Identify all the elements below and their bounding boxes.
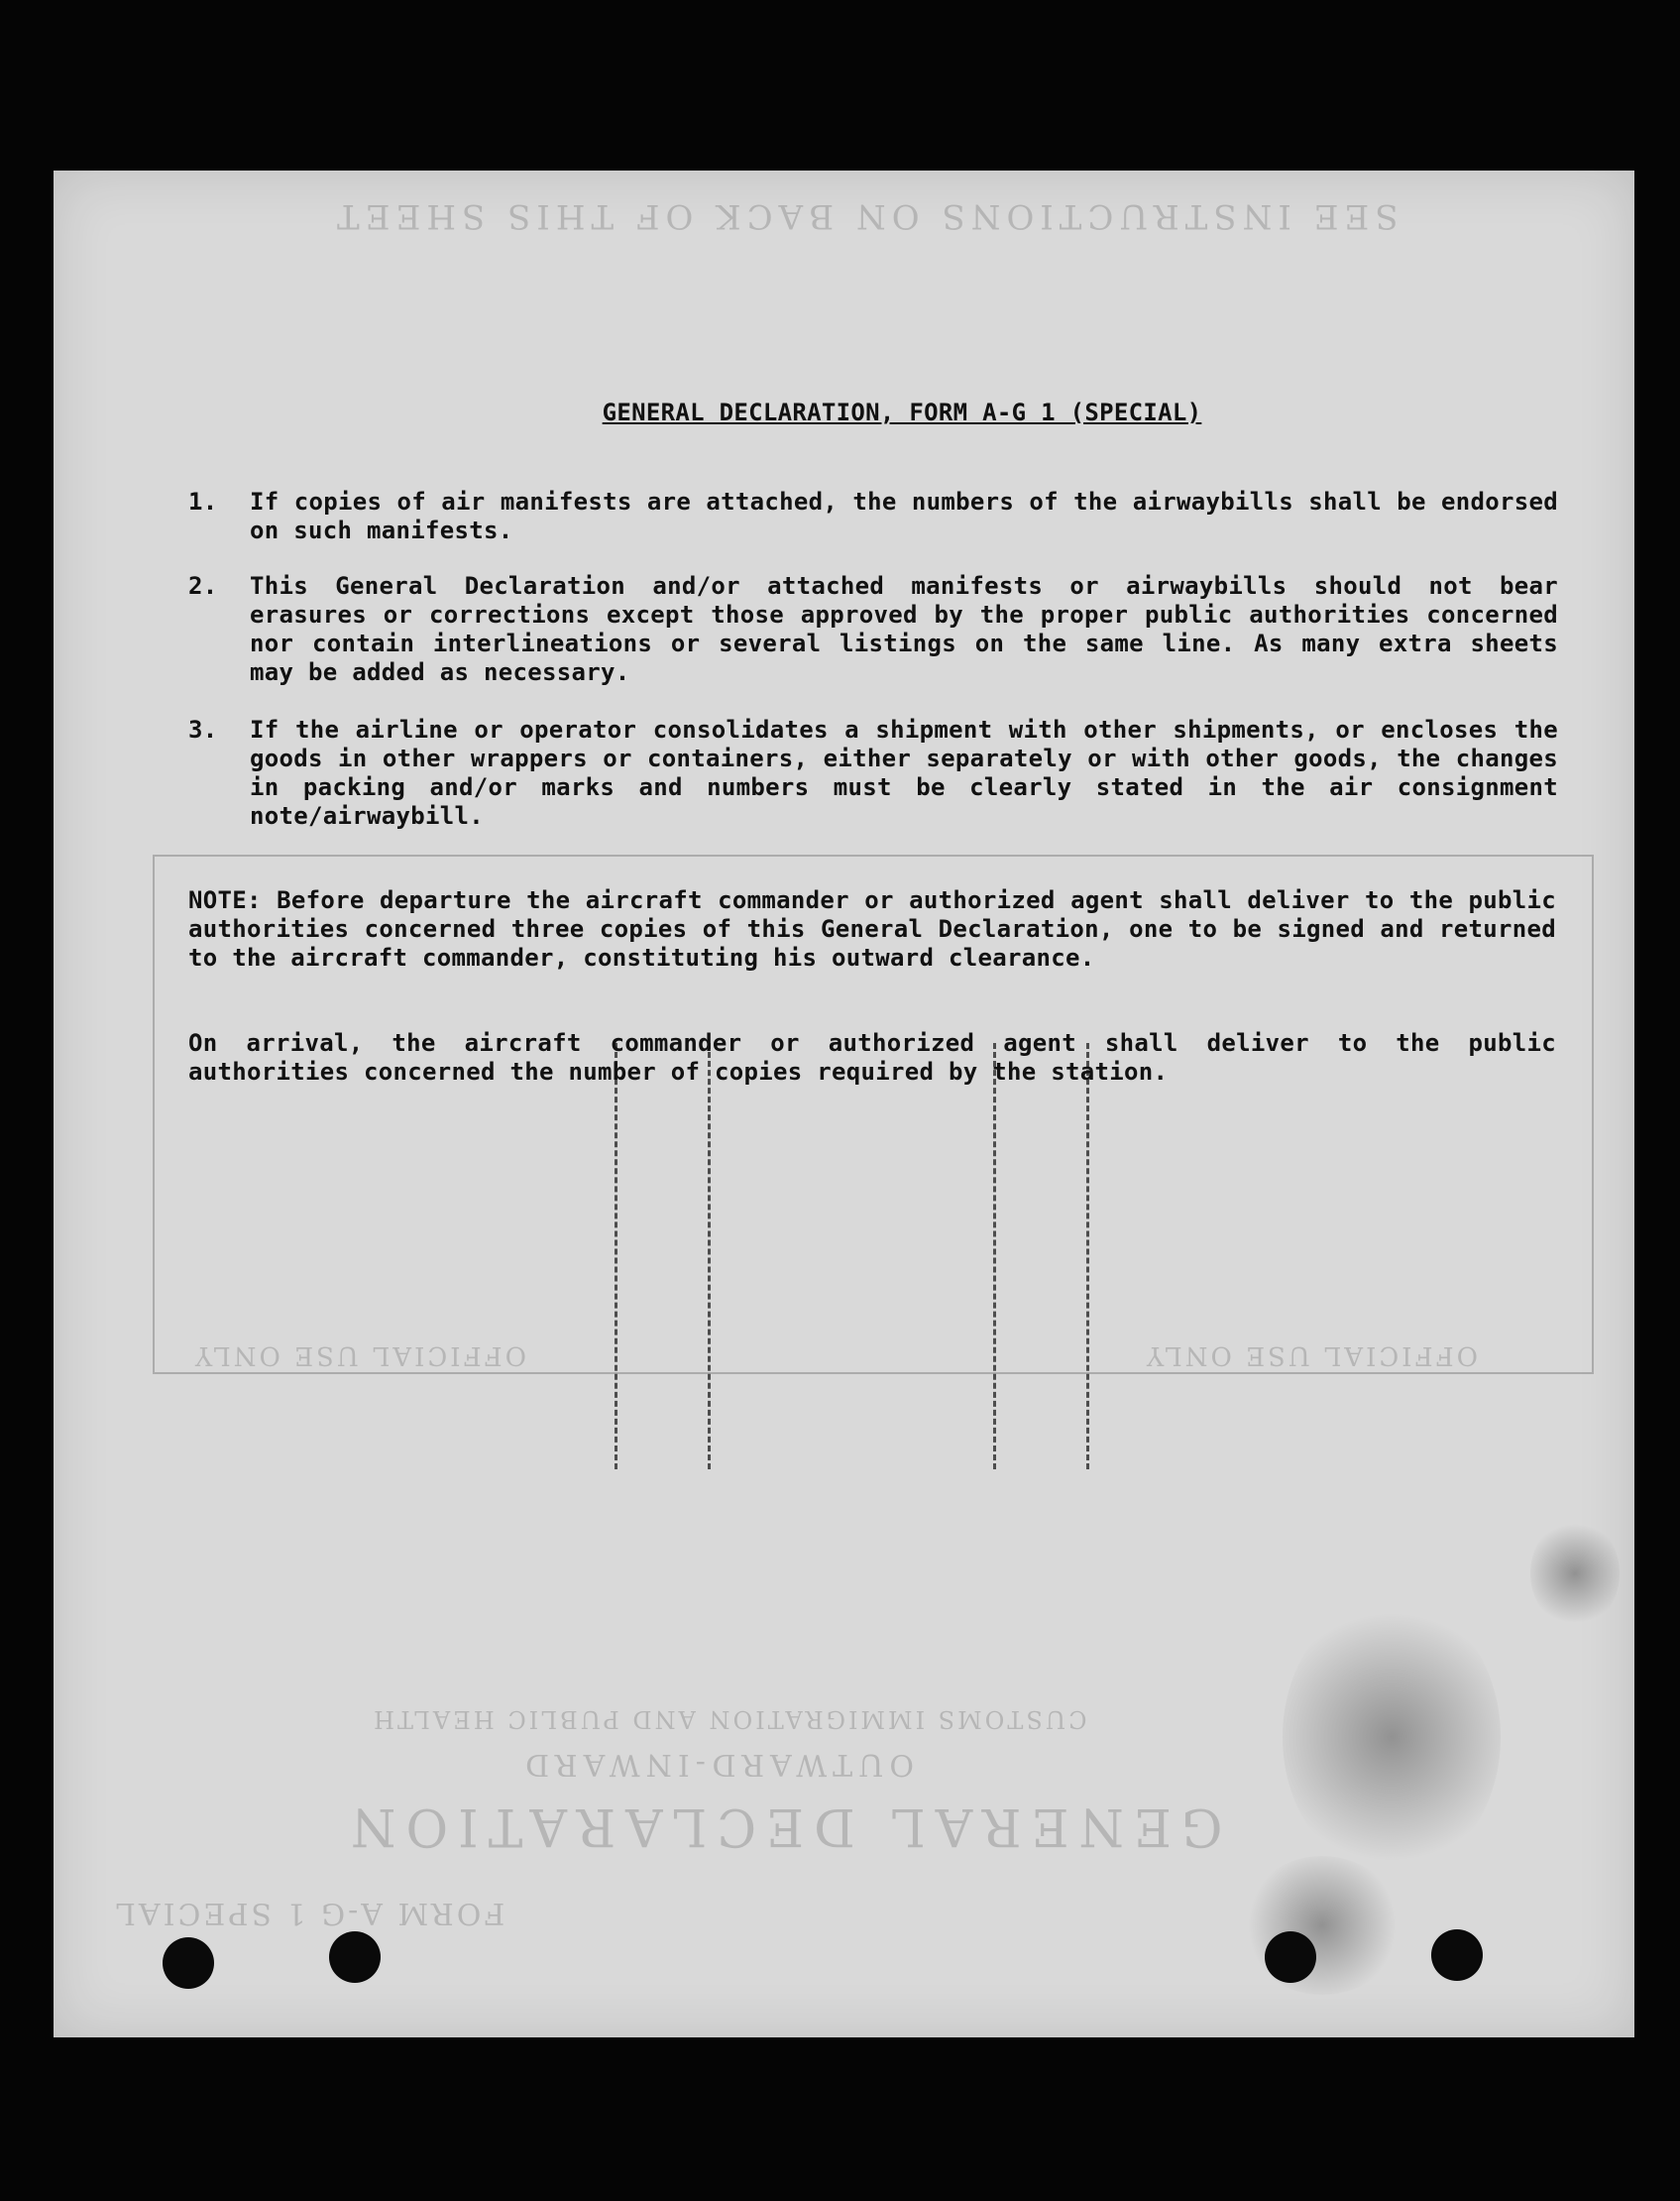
list-item <box>188 572 1556 691</box>
bleed-through-column-line <box>708 1043 711 1469</box>
bleed-through-bottom-left: FORM A-G 1 SPECIAL <box>113 1896 505 1930</box>
bleed-through-heading: GENERAL DECLARATION <box>341 1796 1223 1856</box>
punch-hole <box>329 1931 381 1983</box>
punch-hole <box>163 1937 214 1989</box>
item-number: 1. <box>188 488 218 516</box>
bleed-through-official-right: OFFICIAL USE ONLY <box>1144 1340 1478 1370</box>
stamp-smudge <box>1530 1519 1620 1628</box>
punch-hole <box>1431 1929 1483 1981</box>
bleed-through-column-line <box>1086 1043 1089 1469</box>
item-text: If copies of air manifests are attached, the numbers of the airwaybills shall be endorsed on such manifests. <box>250 488 1558 544</box>
item-text: If the airline or operator consolidates a shipment with other shipments, or encloses the goods in other wrappers or containers, either separately or with other goods, the changes in packing and/or marks and numbers must be clearly stated in the air consignment note/airwaybill. <box>250 716 1558 830</box>
bleed-through-column-line <box>993 1043 996 1469</box>
bleed-through-line: CUSTOMS IMMIGRATION AND PUBLIC HEALTH <box>371 1705 1087 1733</box>
bleed-through-column-line <box>615 1043 617 1469</box>
arrival-paragraph: On arrival, the aircraft commander or authorized agent shall deliver to the public authorities concerned the number of copies required by the station. <box>188 1029 1556 1086</box>
stamp-smudge <box>1283 1598 1501 1876</box>
bleed-through-official-left: OFFICIAL USE ONLY <box>192 1340 526 1370</box>
list-item <box>188 716 1556 835</box>
note-paragraph: NOTE: Before departure the aircraft commander or authorized agent shall deliver to the public authorities concerned three copies of this General Declaration, one to be signed and returned to the aircraft commander, constituting his outward clearance. <box>188 886 1556 972</box>
item-number: 3. <box>188 716 218 744</box>
bleed-through-subheading: OUTWARD-INWARD <box>519 1747 914 1782</box>
item-text: This General Declaration and/or attached manifests or airwaybills should not bear erasures or corrections except those approved by the proper public authorities concerned nor contain interlineations or several listings on the same line. As many extra sheets may be added as necessary. <box>250 572 1558 686</box>
document-title: GENERAL DECLARATION, FORM A-G 1 (SPECIAL) <box>602 399 1202 426</box>
punch-hole <box>1265 1931 1316 1983</box>
document-page <box>54 171 1634 2037</box>
item-number: 2. <box>188 572 218 600</box>
bleed-through-top: SEE INSTRUCTIONS ON BACK OF THIS SHEET <box>331 196 1399 236</box>
list-item <box>188 488 1556 547</box>
stamp-smudge <box>1243 1856 1401 1995</box>
